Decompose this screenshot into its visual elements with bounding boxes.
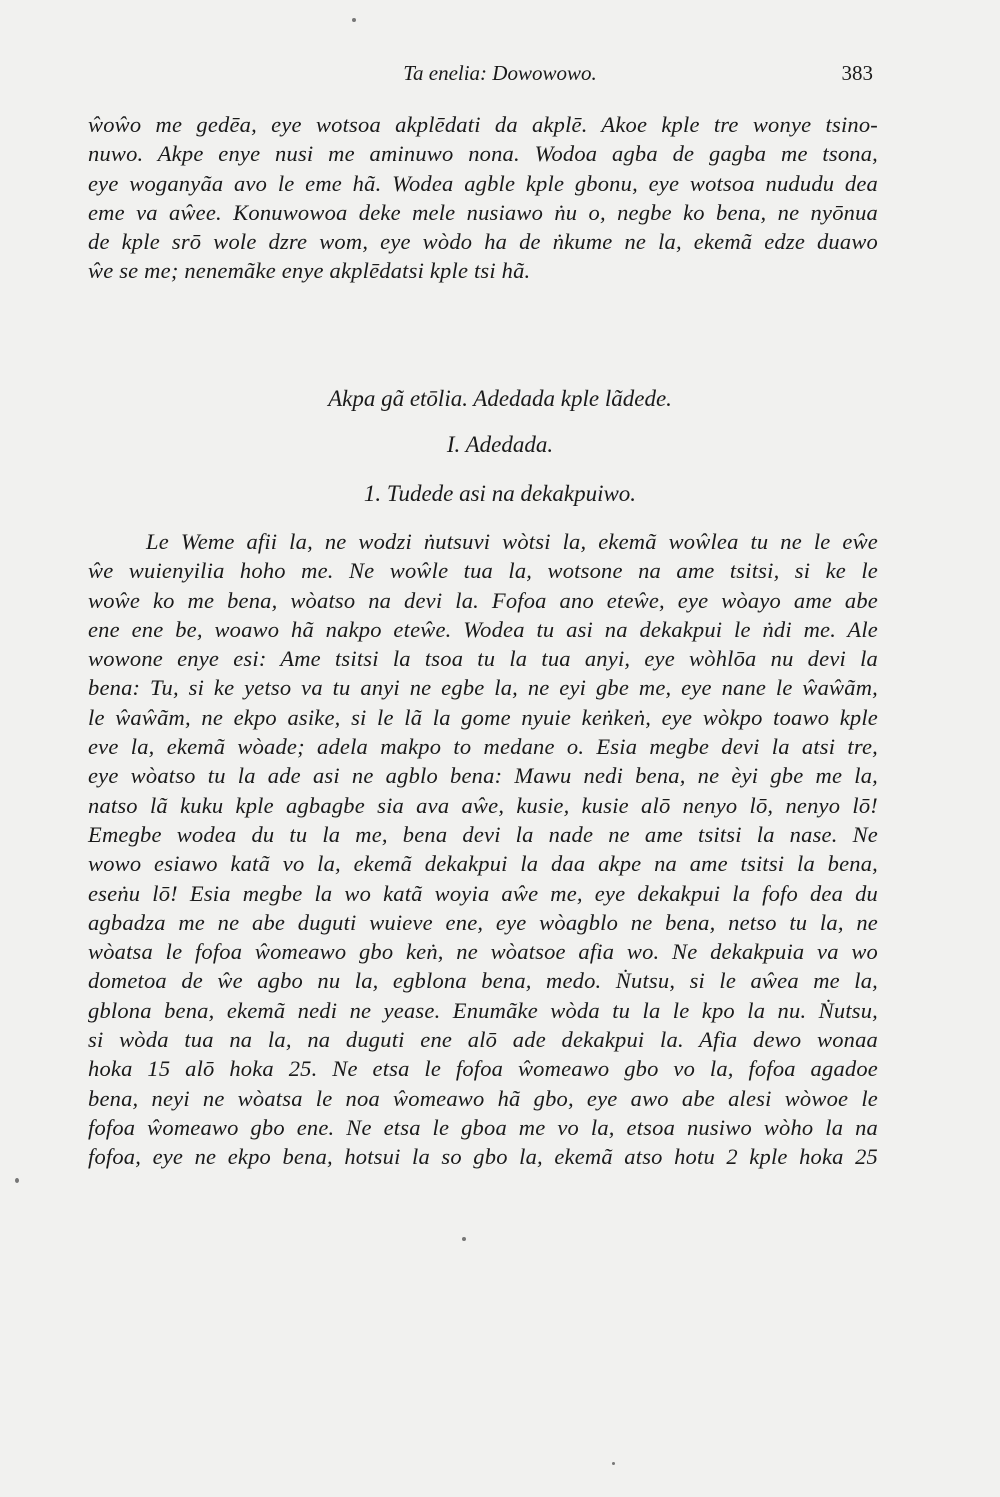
main-paragraph [88,527,878,1172]
text-line: Le Weme afii la, ne wodzi ṅutsuvi wòtsi la, ekemã woŵlea tu ne le eŵe [146,529,878,554]
text-line: nuwo. Akpe enye nusi me aminuwo nona. Wodoa agba de gagba me tsona, [88,141,878,167]
text-line: si wòda tua na la, na duguti ene alō ade dekakpui la. Afia dewo wonaa [88,1027,878,1053]
text-line: wòatsa le fofoa ŵomeawo gbo keṅ, ne wòatsoe afia wo. Ne dekakpuia va wo [88,939,878,965]
text-line: gblona bena, ekemã nedi ne yease. Enumãke wòda tu la le kpo la nu. Ṅutsu, [88,997,878,1023]
text-line: dometoa de ŵe agbo nu la, egblona bena, medo. Ṅutsu, si le aŵea me la, [88,968,878,994]
section-heading: Akpa gã etōlia. Adedada kple lãdede. [328,386,672,411]
text-line: eye woganyãa avo le eme hã. Wodea agble kple gbonu, eye wotsoa nududu dea [88,170,878,196]
intro-paragraph [88,110,878,286]
text-line: fofoa ŵomeawo gbo ene. Ne etsa le gboa me vo la, etsoa nusiwo wòho la na [88,1114,878,1140]
text-line: ŵe se me; nenemãke enye akplēdatsi kple tsi hã. [88,258,531,284]
paper-speck [352,18,356,22]
subsection-heading: I. Adedada. [446,432,554,457]
text-line: natso lã kuku kple agbagbe sia ava aŵe, kusie, kusie alō nenyo lō, nenyo lō! [88,792,878,818]
paper-speck [462,1237,466,1241]
page-number: 383 [841,61,873,85]
text-line: agbadza me ne abe duguti wuieve ene, eye wòagblo ne bena, netso tu la, ne [88,909,878,935]
text-line: ŵoŵo me gedēa, eye wotsoa akplēdati da akplē. Akoe kple tre wonye tsino- [88,112,878,137]
text-line: ene ene be, woawo hã nakpo eteŵe. Wodea tu asi na dekakpui le ṅdi me. Ale [88,616,878,642]
text-line: de kple srō wole dzre wom, eye wòdo ha de ṅkume ne la, ekemã edze duawo [88,229,878,255]
text-line: wowone enye esi: Ame tsitsi la tsoa tu la tua anyi, eye wòhlōa nu devi la [88,646,878,672]
text-line: eme va aŵee. Konuwowoa deke mele nusiawo ṅu o, negbe ko bena, ne nyōnua [88,199,878,225]
text-line: eye wòatso tu la ade asi ne agblo bena: Mawu nedi bena, ne èyi gbe me la, [88,763,878,789]
running-title: Ta enelia: Dowowowo. [403,61,597,85]
text-line: Emegbe wodea du tu la me, bena devi la nade ne ame tsitsi la nase. Ne [88,821,878,847]
running-header [0,58,1000,88]
text-line: bena: Tu, si ke yetso va tu anyi ne egbe la, ne eyi gbe me, eye nane le ŵaŵãm, [88,675,878,701]
text-line: woŵe ko me bena, wòatso na devi la. Fofoa ano eteŵe, eye wòayo ame abe [88,587,878,613]
text-line: le ŵaŵãm, ne ekpo asike, si le lã la gome nyuie keṅkeṅ, eye wòkpo toawo kple [88,704,878,730]
text-line: hoka 15 alō hoka 25. Ne etsa le fofoa ŵomeawo gbo vo la, fofoa agadoe [88,1056,878,1082]
text-line: eseṅu lō! Esia megbe la wo katã woyia aŵe me, eye dekakpui la fofo dea du [88,880,878,906]
paper-speck [15,1178,19,1183]
text-line: eve la, ekemã wòade; adela makpo to medane o. Esia megbe devi la atsi tre, [88,734,878,760]
text-line: wowo esiawo katã vo la, ekemã dekakpui la daa akpe na ame tsitsi la bena, [88,851,878,877]
text-line: fofoa, eye ne ekpo bena, hotsui la so gbo la, ekemã atso hotu 2 kple hoka 25 [88,1144,878,1170]
item-heading: 1. Tudede asi na dekakpuiwo. [363,481,637,506]
text-line: bena, neyi ne wòatsa le noa ŵomeawo hã gbo, eye awo abe alesi wòwoe le [88,1085,878,1111]
paper-speck [612,1462,615,1465]
text-line: ŵe wuienyilia hoho me. Ne woŵle tua la, wotsone na ame tsitsi, si ke le [88,558,878,584]
